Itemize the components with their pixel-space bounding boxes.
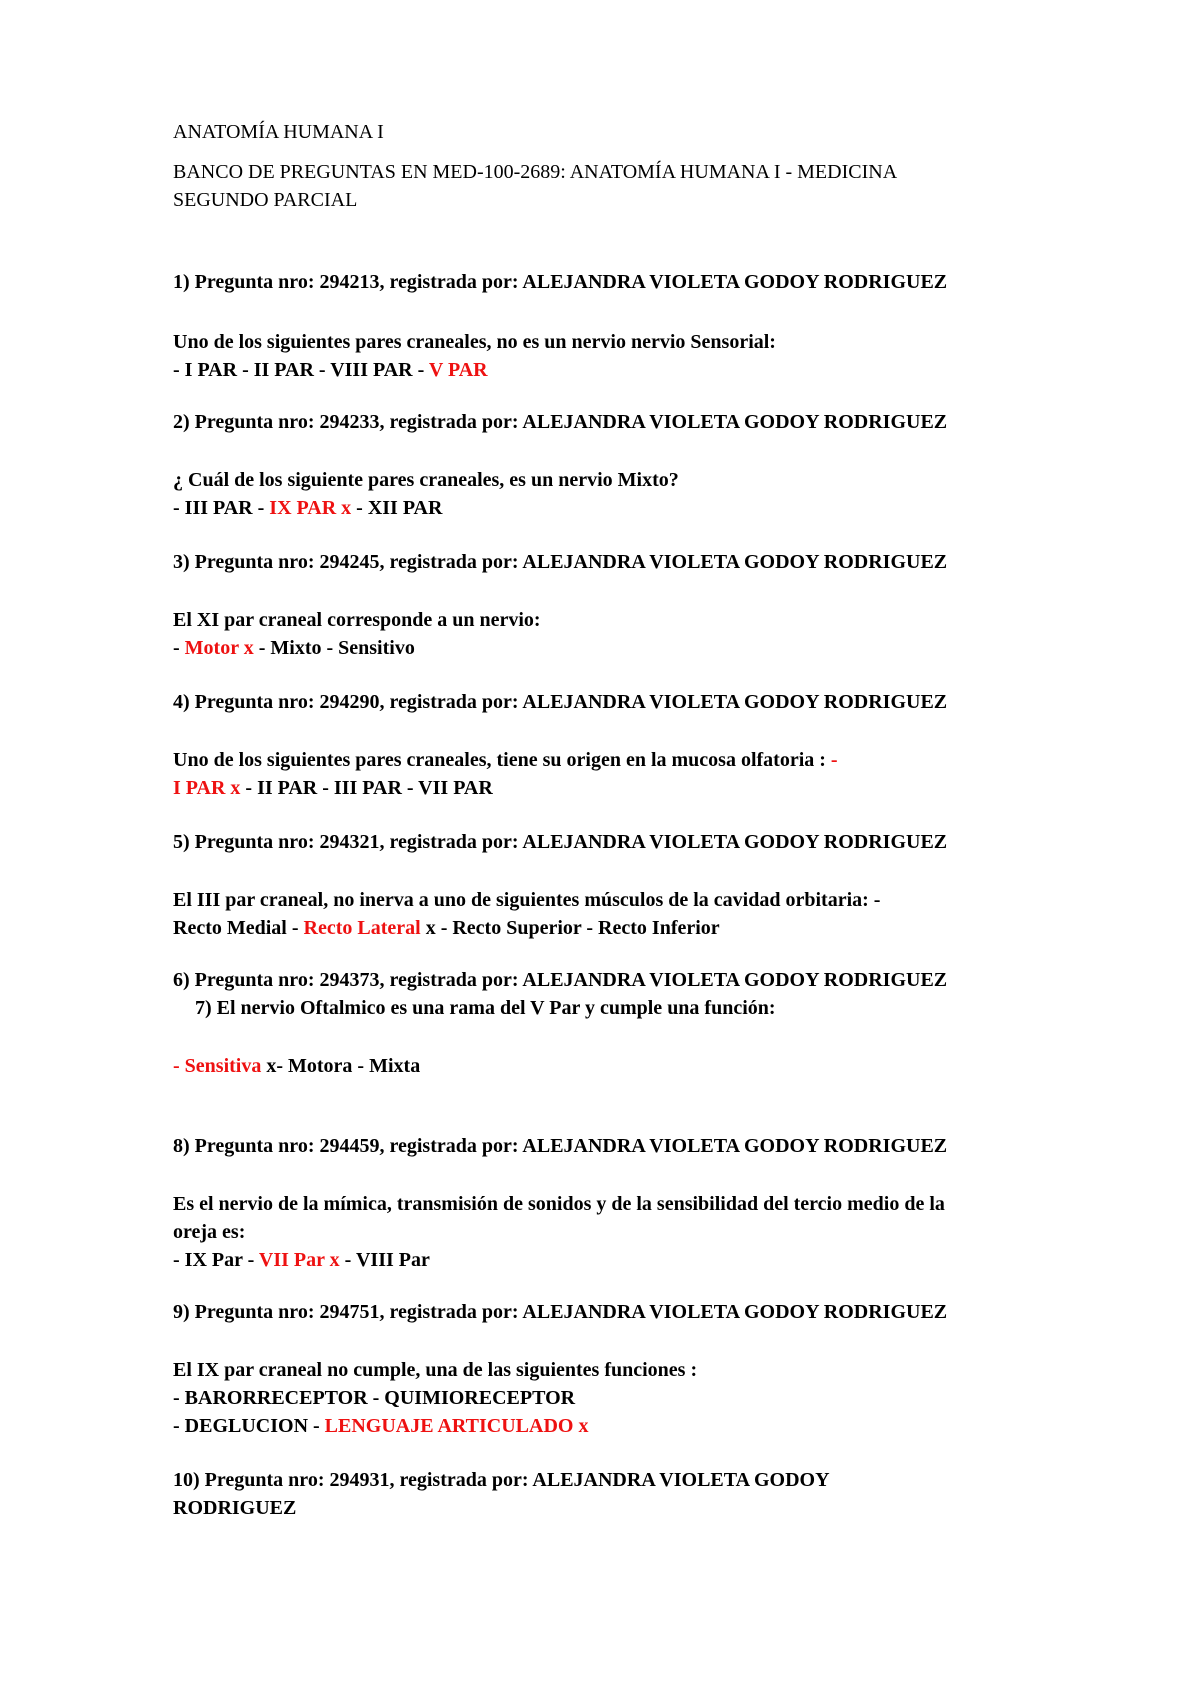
question-7-options [173, 1052, 420, 1080]
answer-marked: V PAR [428, 359, 488, 381]
question-2-header: 2) Pregunta nro: 294233, registrada por: ALEJANDRA VIOLETA GODOY RODRIGUEZ [173, 411, 948, 433]
question-9-options-line2 [173, 1412, 588, 1440]
doc-section: SEGUNDO PARCIAL [173, 189, 358, 211]
options-text: - [173, 637, 185, 659]
answer-dash: - [830, 749, 838, 771]
question-3-options [173, 634, 415, 662]
question-4-options [173, 774, 493, 802]
answer-marked: Recto Lateral [303, 917, 421, 939]
answer-marked: I PAR x [173, 777, 241, 799]
question-1-options [173, 356, 488, 384]
question-10-header-line1: 10) Pregunta nro: 294931, registrada por: ALEJANDRA VIOLETA GODOY [173, 1469, 830, 1491]
question-2-options [173, 494, 442, 522]
options-text: x- Motora - Mixta [261, 1055, 421, 1077]
answer-marked: LENGUAJE ARTICULADO x [324, 1415, 589, 1437]
options-text: - II PAR - III PAR - VII PAR [240, 777, 493, 799]
question-8-text-line2: oreja es: [173, 1221, 246, 1243]
question-3-text: El XI par craneal corresponde a un nervio: [173, 609, 541, 631]
answer-marked: IX PAR x [269, 497, 352, 519]
question-2-text: ¿ Cuál de los siguiente pares craneales, es un nervio Mixto? [173, 469, 679, 491]
question-10-header-line2: RODRIGUEZ [173, 1497, 297, 1519]
answer-marked: VII Par x [258, 1249, 340, 1271]
doc-subtitle: BANCO DE PREGUNTAS EN MED-100-2689: ANATOMÍA HUMANA I - MEDICINA [173, 161, 898, 183]
options-text: - I PAR - II PAR - VIII PAR - [173, 359, 429, 381]
question-5-header: 5) Pregunta nro: 294321, registrada por: ALEJANDRA VIOLETA GODOY RODRIGUEZ [173, 831, 948, 853]
options-text: - [173, 1055, 185, 1077]
question-7-text: 7) El nervio Oftalmico es una rama del V Par y cumple una función: [195, 997, 776, 1019]
question-5-text: El III par craneal, no inerva a uno de siguientes músculos de la cavidad orbitaria: - [173, 889, 881, 911]
options-text: - XII PAR [351, 497, 443, 519]
options-text: - III PAR - [173, 497, 270, 519]
question-5-options [173, 914, 720, 942]
question-8-options [173, 1246, 430, 1274]
doc-title: ANATOMÍA HUMANA I [173, 121, 384, 143]
question-6-header: 6) Pregunta nro: 294373, registrada por: ALEJANDRA VIOLETA GODOY RODRIGUEZ [173, 969, 948, 991]
question-8-text-line1: Es el nervio de la mímica, transmisión de sonidos y de la sensibilidad del tercio medio de la [173, 1193, 945, 1215]
question-9-text: El IX par craneal no cumple, una de las siguientes funciones : [173, 1359, 698, 1381]
options-text: - Mixto - Sensitivo [253, 637, 415, 659]
options-text: x - Recto Superior - Recto Inferior [420, 917, 720, 939]
answer-marked: Sensitiva [184, 1055, 262, 1077]
question-4-text [173, 746, 838, 774]
question-4-header: 4) Pregunta nro: 294290, registrada por: ALEJANDRA VIOLETA GODOY RODRIGUEZ [173, 691, 948, 713]
question-8-header: 8) Pregunta nro: 294459, registrada por: ALEJANDRA VIOLETA GODOY RODRIGUEZ [173, 1135, 948, 1157]
question-1-text: Uno de los siguientes pares craneales, no es un nervio nervio Sensorial: [173, 331, 776, 353]
options-text: - VIII Par [339, 1249, 430, 1271]
question-9-header: 9) Pregunta nro: 294751, registrada por: ALEJANDRA VIOLETA GODOY RODRIGUEZ [173, 1301, 948, 1323]
options-text: Recto Medial - [173, 917, 304, 939]
question-3-header: 3) Pregunta nro: 294245, registrada por: ALEJANDRA VIOLETA GODOY RODRIGUEZ [173, 551, 948, 573]
question-text: Uno de los siguientes pares craneales, tiene su origen en la mucosa olfatoria : [173, 749, 831, 771]
options-text: - IX Par - [173, 1249, 259, 1271]
question-9-options-line1: - BARORRECEPTOR - QUIMIORECEPTOR [173, 1387, 576, 1409]
options-text: - DEGLUCION - [173, 1415, 325, 1437]
answer-marked: Motor x [184, 637, 254, 659]
question-1-header: 1) Pregunta nro: 294213, registrada por: ALEJANDRA VIOLETA GODOY RODRIGUEZ [173, 271, 948, 293]
